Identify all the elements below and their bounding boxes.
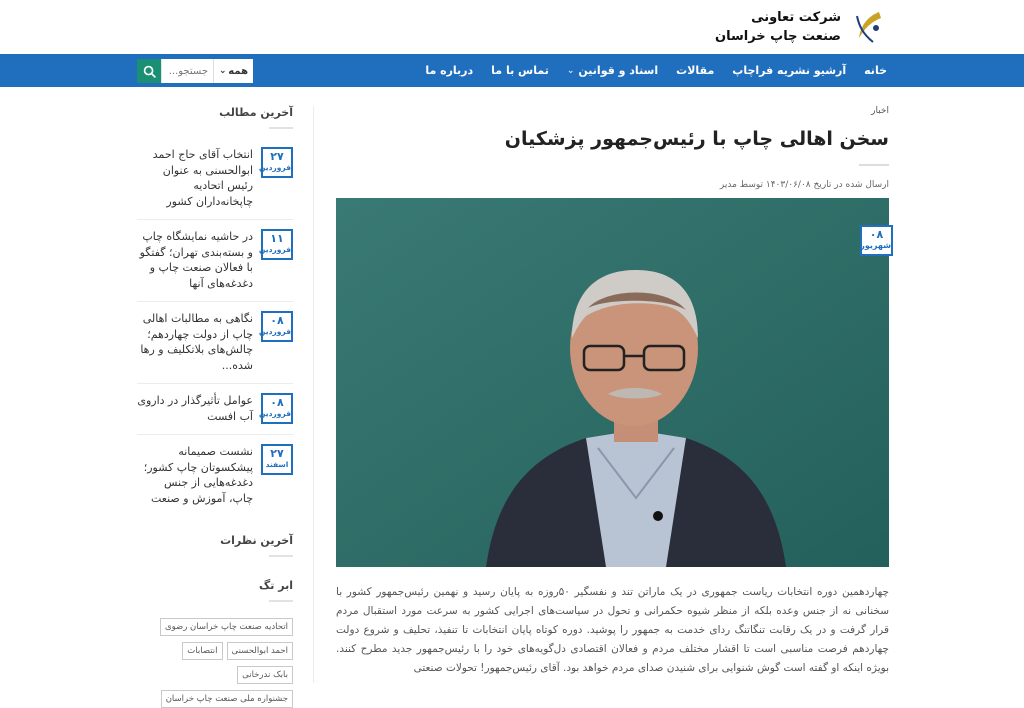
title-divider bbox=[859, 164, 889, 166]
recent-post-link[interactable]: نشست صمیمانه پیشکسوتان چاپ کشور؛ دغدغه‌هایی از جنس چاپ، آموزش و صنعت bbox=[143, 445, 253, 505]
nav-item-articles[interactable] bbox=[676, 64, 714, 77]
badge-month: فروردین bbox=[259, 409, 291, 418]
recent-post-link[interactable]: انتخاب آقای حاج احمد ابوالحسنی به عنوان رئیس اتحادیه چاپخانه‌داران کشور bbox=[152, 148, 253, 208]
list-item bbox=[137, 220, 293, 302]
logo-line-2: صنعت چاپ خراسان bbox=[714, 29, 841, 44]
search-input[interactable] bbox=[161, 59, 213, 83]
badge-day: ۲۷ bbox=[270, 150, 284, 163]
tag-link[interactable]: اتحادیه صنعت چاپ خراسان رضوی bbox=[160, 618, 293, 636]
badge-month: فروردین bbox=[259, 163, 291, 172]
post-date-badge bbox=[860, 225, 893, 256]
main-nav bbox=[0, 54, 1024, 87]
nav-item-documents[interactable] bbox=[567, 64, 658, 77]
tag-link[interactable]: احمد ابوالحسنی bbox=[227, 642, 293, 660]
nav-item-label: آرشیو نشریه فراچاپ bbox=[732, 64, 847, 77]
badge-day: ۰۸ bbox=[869, 228, 884, 241]
nav-item-label: خانه bbox=[864, 64, 887, 77]
page-title: سخن اهالی چاپ با رئیس‌جمهور پزشکیان bbox=[504, 128, 889, 150]
post-date-badge bbox=[261, 444, 293, 475]
nav-item-contact[interactable] bbox=[491, 64, 549, 77]
recent-post-link[interactable]: نگاهی به مطالبات اهالی چاپ از دولت چهاردهم؛ چالش‌های بلاتکلیف و رها شده... bbox=[140, 312, 253, 372]
search-scope-select[interactable] bbox=[213, 59, 253, 83]
recent-comments-title: آخرین نظرات bbox=[220, 534, 293, 547]
badge-day: ۰۸ bbox=[270, 314, 284, 327]
column-divider bbox=[313, 106, 314, 683]
tag-link[interactable]: جشنواره ملی صنعت چاپ خراسان bbox=[161, 690, 293, 708]
recent-posts-title: آخرین مطالب bbox=[219, 106, 293, 119]
tag-link[interactable]: بابک ندرخانی bbox=[237, 666, 293, 684]
recent-posts-list bbox=[137, 147, 293, 516]
badge-month: فروردین bbox=[259, 327, 291, 336]
featured-image bbox=[336, 198, 889, 567]
search-scope-value: همه bbox=[228, 65, 248, 77]
post-meta: ارسال شده در تاریخ ۱۴۰۳/۰۶/۰۸ توسط مدیر bbox=[719, 180, 889, 190]
sidebar bbox=[137, 106, 293, 708]
tag-cloud-title: ابر تگ bbox=[259, 579, 293, 592]
article-body: چهاردهمین دوره انتخابات ریاست جمهوری در یک ماراتن تند و نفسگیر ۵۰روزه به پایان رسید و نهمین رئیس‌جمهور کشور با سخنانی نه از جنس وعده بلکه از منظر شیوه حکمرانی و تحول در سیاست‌های اجرایی کشور به سرعت مورد استقبال مردم قرار گرفت و در یک رقابت تنگاتنگ ردای خدمت به جمهور را پوشید. دوره کوتاه پایان انتخابات تا تنفیذ، تحلیف و شروع دولت چهاردهم فرصت مناسبی است تا اقشار مختلف مردم و فعالان اقتصادی دل‌گویه‌های خود را با رئیس‌جمهور جدید مطرح کنند. بویژه اینکه او گفته است گوش شنوایی برای شنیدن صدای مردم خواهد بود. آقای رئیس‌جمهور! تحولات صنعتی bbox=[336, 586, 889, 674]
post-date-badge bbox=[261, 229, 293, 260]
site-header bbox=[0, 0, 1024, 54]
nav-item-home[interactable] bbox=[864, 64, 887, 77]
post-date-badge bbox=[261, 393, 293, 424]
logo-emblem-icon bbox=[849, 8, 887, 46]
nav-item-label: درباره ما bbox=[425, 64, 474, 77]
chevron-down-icon: ⌄ bbox=[219, 66, 227, 76]
badge-day: ۲۷ bbox=[270, 447, 284, 460]
badge-day: ۱۱ bbox=[270, 232, 284, 245]
post-category[interactable]: اخبار bbox=[871, 106, 889, 116]
search-form bbox=[137, 59, 253, 83]
article-header bbox=[334, 106, 889, 190]
list-item bbox=[137, 384, 293, 435]
post-date-badge bbox=[261, 311, 293, 342]
badge-day: ۰۸ bbox=[270, 396, 284, 409]
list-item bbox=[137, 302, 293, 384]
list-item bbox=[137, 147, 293, 220]
search-button[interactable] bbox=[137, 59, 161, 83]
recent-post-link[interactable]: در حاشیه نمایشگاه چاپ و بسته‌بندی تهران؛ گفتگو با فعالان صنعت چاپ و دغدغه‌های آنها bbox=[139, 230, 253, 290]
nav-item-label: اسناد و قوانین bbox=[578, 64, 659, 77]
logo-line-1: شرکت تعاونی bbox=[751, 10, 841, 25]
nav-item-about[interactable] bbox=[425, 64, 473, 77]
nav-item-label: مقالات bbox=[676, 64, 715, 77]
list-item bbox=[137, 435, 293, 516]
widget-divider bbox=[269, 127, 293, 129]
post-date-badge bbox=[261, 147, 293, 178]
badge-month: اسفند bbox=[265, 460, 289, 469]
portrait-illustration bbox=[336, 198, 889, 567]
widget-divider bbox=[269, 600, 293, 602]
recent-post-link[interactable]: عوامل تأثیرگذار در داروی آب افست bbox=[137, 394, 253, 423]
nav-item-archive[interactable] bbox=[732, 64, 846, 77]
search-icon bbox=[143, 65, 156, 78]
chevron-down-icon: ⌄ bbox=[566, 65, 575, 76]
badge-month: شهریور bbox=[860, 241, 891, 250]
tag-link[interactable]: انتصابات bbox=[182, 642, 222, 660]
badge-month: فروردین bbox=[259, 245, 291, 254]
widget-divider bbox=[269, 555, 293, 557]
nav-item-label: تماس با ما bbox=[491, 64, 549, 77]
tag-cloud bbox=[137, 618, 293, 708]
site-logo[interactable] bbox=[715, 8, 887, 46]
